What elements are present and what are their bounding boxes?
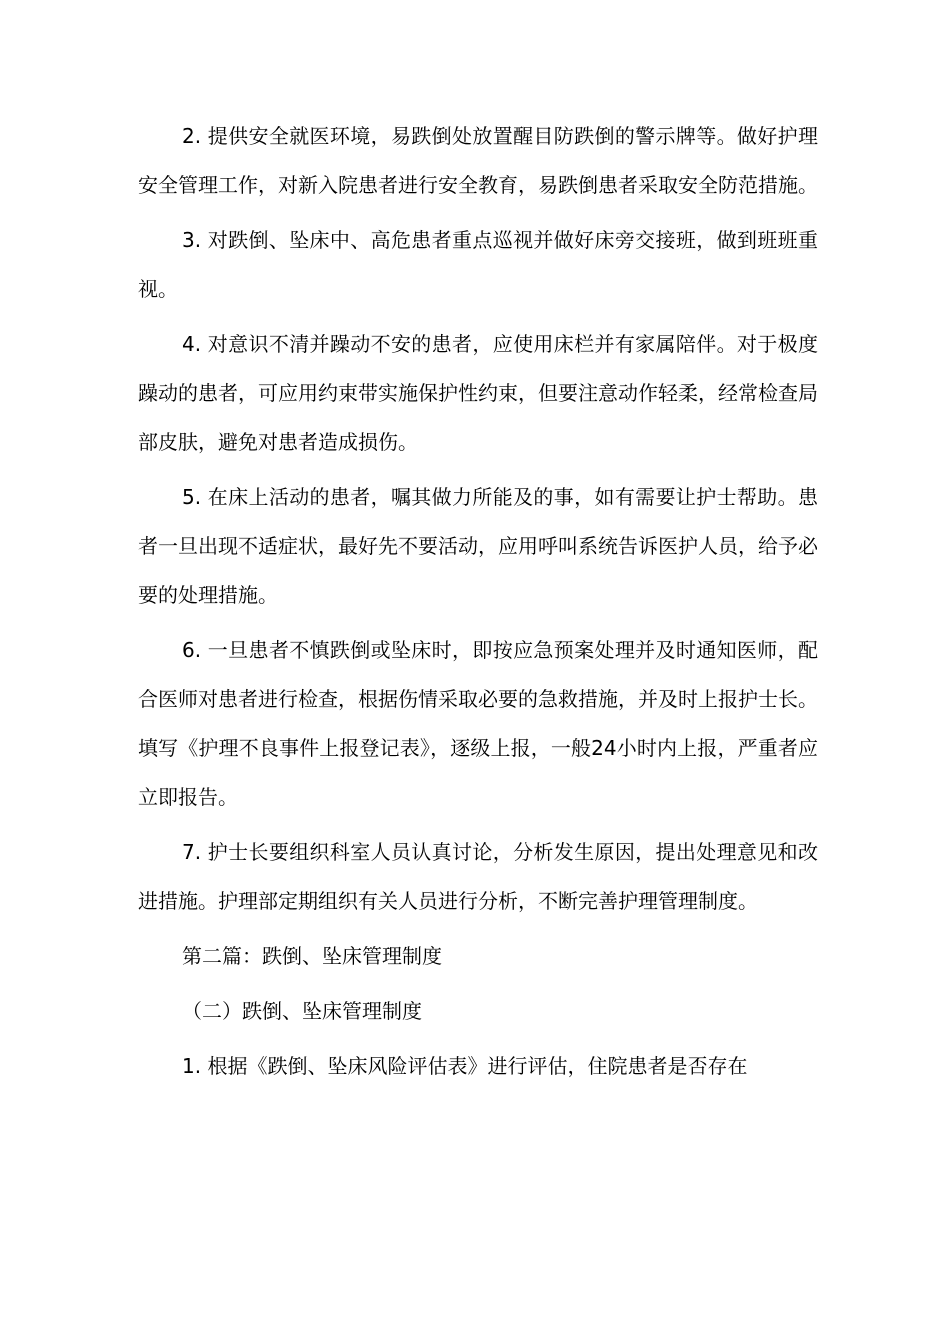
paragraph-item-2: 2. 提供安全就医环境，易跌倒处放置醒目防跌倒的警示牌等。做好护理安全管理工作，对新入院患者进行安全教育，易跌倒患者采取安全防范措施。	[138, 124, 818, 197]
paragraph-item-7: 7. 护士长要组织科室人员认真讨论，分析发生原因，提出处理意见和改进措施。护理部定期组织有关人员进行分析，不断完善护理管理制度。	[138, 840, 818, 913]
section-title: 第二篇：跌倒、坠床管理制度	[182, 944, 442, 968]
subsection-title: （二）跌倒、坠床管理制度	[182, 999, 422, 1023]
paragraph-item-3: 3. 对跌倒、坠床中、高危患者重点巡视并做好床旁交接班，做到班班重视。	[138, 228, 818, 301]
paragraph-item-1-continued: 1. 根据《跌倒、坠床风险评估表》进行评估，住院患者是否存在	[182, 1054, 748, 1078]
paragraph-item-6: 6. 一旦患者不慎跌倒或坠床时，即按应急预案处理并及时通知医师，配合医师对患者进行检查，根据伤情采取必要的急救措施，并及时上报护士长。填写《护理不良事件上报登记表》，逐级上报，一般24小时内上报，严重者应立即报告。	[138, 638, 818, 809]
paragraph-item-5: 5. 在床上活动的患者，嘱其做力所能及的事，如有需要让护士帮助。患者一旦出现不适症状，最好先不要活动，应用呼叫系统告诉医护人员，给予必要的处理措施。	[138, 485, 818, 607]
document-body	[138, 112, 818, 1097]
paragraph-item-4: 4. 对意识不清并躁动不安的患者，应使用床栏并有家属陪伴。对于极度躁动的患者，可应用约束带实施保护性约束，但要注意动作轻柔，经常检查局部皮肤，避免对患者造成损伤。	[138, 332, 818, 454]
